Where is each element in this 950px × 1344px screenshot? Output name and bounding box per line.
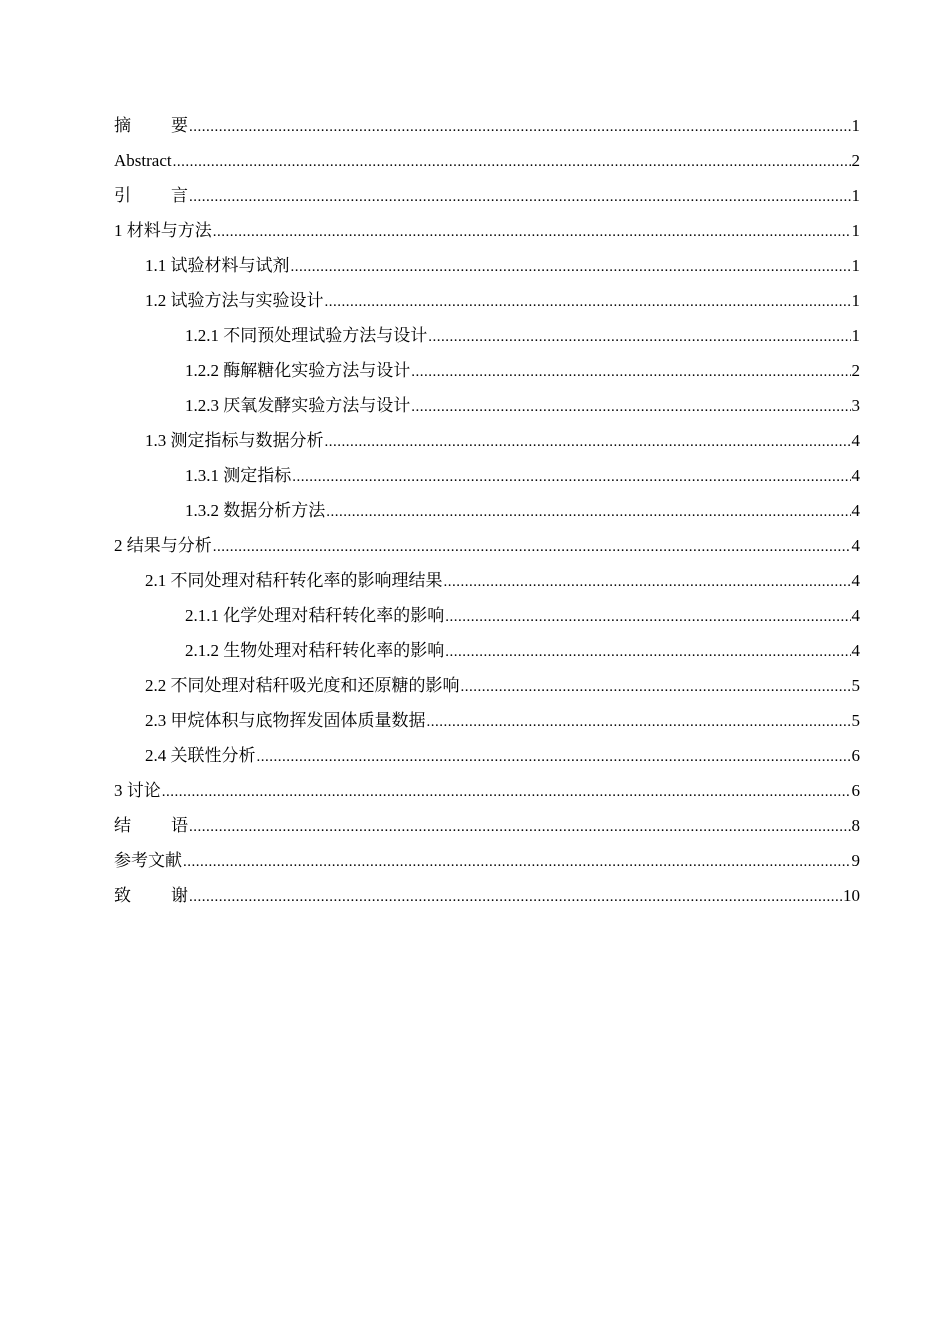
toc-entry-page-number: 1 [851,116,860,135]
toc-entry-page-number: 4 [851,501,860,520]
toc-entry-title: 2.1.1 化学处理对秸秆转化率的影响 [185,606,445,625]
toc-entry-page-number: 4 [851,571,860,590]
toc-entry-page-number: 9 [851,851,860,870]
toc-entry-page-number: 4 [851,431,860,450]
toc-entry-title: 参考文献 [114,851,182,870]
toc-entry-page-number: 4 [851,466,860,485]
toc-entry-title: Abstract [114,151,172,170]
toc-entry-page-number: 5 [851,711,860,730]
toc-entry[interactable] [114,668,860,703]
toc-entry-title: 1.3 测定指标与数据分析 [145,431,324,450]
toc-entry[interactable] [114,353,860,388]
toc-entry-title: 2.1.2 生物处理对秸秆转化率的影响 [185,641,445,660]
toc-entry[interactable] [114,423,860,458]
toc-dot-leader [189,180,851,215]
toc-entry-page-number: 1 [851,221,860,240]
toc-entry-title: 1 材料与方法 [114,221,212,240]
table-of-contents [114,108,860,913]
toc-entry[interactable] [114,493,860,528]
toc-entry[interactable] [114,213,860,248]
toc-dot-leader [257,740,851,775]
toc-entry[interactable] [114,633,860,668]
toc-entry-title: 2.2 不同处理对秸秆吸光度和还原糖的影响 [145,676,460,695]
toc-entry[interactable] [114,178,860,213]
toc-entry[interactable] [114,878,860,913]
toc-dot-leader [189,110,851,145]
toc-entry-title: 1.3.1 测定指标 [185,466,292,485]
toc-entry-page-number: 2 [851,151,860,170]
toc-entry-page-number: 4 [851,536,860,555]
toc-entry[interactable] [114,773,860,808]
toc-dot-leader [213,215,851,250]
toc-entry[interactable] [114,143,860,178]
toc-entry[interactable] [114,563,860,598]
toc-entry[interactable] [114,108,860,143]
toc-entry-title: 2 结果与分析 [114,536,212,555]
toc-entry-title: 1.1 试验材料与试剂 [145,256,290,275]
toc-dot-leader [325,425,851,460]
toc-entry[interactable] [114,388,860,423]
toc-entry-page-number: 1 [851,186,860,205]
toc-dot-leader [292,460,850,495]
toc-dot-leader [411,355,850,390]
toc-entry-title: 1.3.2 数据分析方法 [185,501,326,520]
toc-dot-leader [173,145,851,180]
toc-dot-leader [325,285,851,320]
toc-entry[interactable] [114,703,860,738]
toc-entry-page-number: 2 [851,361,860,380]
toc-entry-title: 2.1 不同处理对秸秆转化率的影响理结果 [145,571,443,590]
toc-entry-page-number: 4 [851,641,860,660]
toc-entry[interactable] [114,808,860,843]
toc-entry-page-number: 3 [851,396,860,415]
toc-entry[interactable] [114,598,860,633]
toc-entry[interactable] [114,738,860,773]
toc-entry-page-number: 1 [851,326,860,345]
toc-dot-leader [213,530,851,565]
toc-entry-title: 1.2.3 厌氧发酵实验方法与设计 [185,396,411,415]
toc-dot-leader [189,880,842,915]
toc-entry[interactable] [114,283,860,318]
toc-dot-leader [427,705,851,740]
toc-entry-page-number: 10 [843,886,860,905]
toc-entry-title: 1.2.2 酶解糖化实验方法与设计 [185,361,411,380]
toc-dot-leader [411,390,850,425]
toc-entry-page-number: 5 [851,676,860,695]
toc-entry-title: 致谢 [114,886,228,905]
toc-entry-title: 2.4 关联性分析 [145,746,256,765]
toc-dot-leader [189,810,851,845]
toc-entry-page-number: 1 [851,256,860,275]
toc-dot-leader [183,845,851,880]
toc-entry-title: 摘要 [114,116,228,135]
toc-entry-title: 1.2.1 不同预处理试验方法与设计 [185,326,428,345]
toc-dot-leader [461,670,851,705]
toc-entry-page-number: 6 [851,746,860,765]
toc-dot-leader [291,250,851,285]
toc-entry-title: 1.2 试验方法与实验设计 [145,291,324,310]
toc-entry-title: 2.3 甲烷体积与底物挥发固体质量数据 [145,711,426,730]
toc-dot-leader [445,600,850,635]
toc-entry-title: 结语 [114,816,228,835]
toc-dot-leader [162,775,851,810]
toc-entry[interactable] [114,528,860,563]
toc-dot-leader [326,495,850,530]
toc-entry-title: 引言 [114,186,228,205]
toc-entry-title: 3 讨论 [114,781,161,800]
toc-dot-leader [445,635,850,670]
toc-dot-leader [428,320,850,355]
toc-entry-page-number: 4 [851,606,860,625]
toc-entry-page-number: 8 [851,816,860,835]
toc-entry[interactable] [114,458,860,493]
toc-dot-leader [444,565,851,600]
toc-entry[interactable] [114,843,860,878]
toc-entry[interactable] [114,318,860,353]
toc-entry-page-number: 6 [851,781,860,800]
toc-entry-page-number: 1 [851,291,860,310]
toc-entry[interactable] [114,248,860,283]
